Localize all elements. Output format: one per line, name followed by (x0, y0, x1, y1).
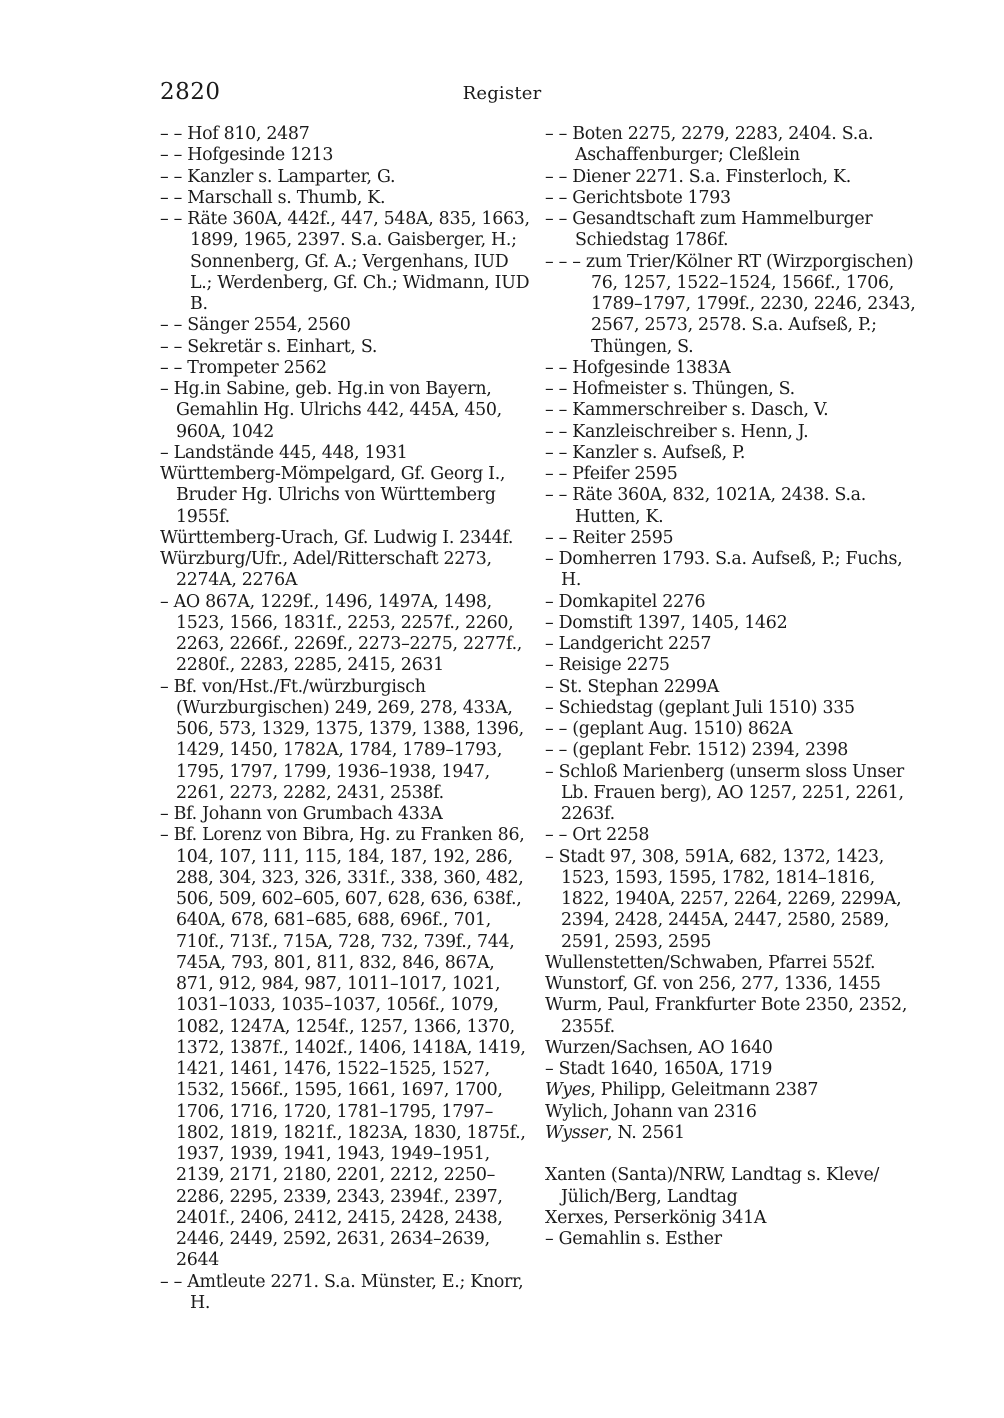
index-entry-text: Würzburg/Ufr., Adel/Ritterschaft 2273, 2274A, 2276A (160, 549, 492, 591)
index-entry (160, 167, 532, 188)
index-entry (545, 124, 925, 167)
index-column-left (160, 124, 532, 1314)
index-entry-text: – – Kanzler s. Aufseß, P. (545, 442, 746, 463)
index-entry-text: Wurm, Paul, Frankfurter Bote 2350, 2352, 2355f. (545, 995, 908, 1037)
index-entry (545, 762, 925, 826)
index-entry-text: – – Kammerschreiber s. Dasch, V. (545, 400, 829, 421)
index-entry-text: Wunstorf, Gf. von 256, 277, 1336, 1455 (545, 974, 881, 994)
index-entry (160, 315, 532, 336)
index-entry (545, 1123, 925, 1144)
index-entry (545, 677, 925, 698)
index-entry-text: – Domstift 1397, 1405, 1462 (545, 612, 788, 633)
index-entry (545, 485, 925, 528)
index-entry (160, 443, 532, 464)
index-entry-text: – Schiedstag (geplant Juli 1510) 335 (545, 697, 855, 718)
index-entry-text: – Bf. Lorenz von Bibra, Hg. zu Franken 86, 104, 107, 111, 115, 184, 187, 192, 286, 288, 304, 323, 326, 331f., 338, 360, 482, 506, 509, 602–605, 607, 628, 636, 638f., 640A, 678, 681–685, 688, 696f., 701, 710f., 713f., 715A, 728, 732, 739f., 744, 745A, 793, 801, 811, 832, 846, 867A, 871, 912, 984, 987, 1011–1017, 1021, 1031–1033, 1035–1037, 1056f., 1079, 1082, 1247A, 1254f., 1257, 1366, 1370, 1372, 1387f., 1402f., 1406, 1418A, 1419, 1421, 1461, 1476, 1522–1525, 1527, 1532, 1566f., 1595, 1661, 1697, 1700, 1706, 1716, 1720, 1781–1795, 1797–1802, 1819, 1821f., 1823A, 1830, 1875f., 1937, 1939, 1941, 1943, 1949–1951, 2139, 2171, 2180, 2201, 2212, 2250–2286, 2295, 2339, 2343, 2394f., 2397, 2401f., 2406, 2412, 2415, 2428, 2438, 2446, 2449, 2592, 2631, 2634–2639, 2644 (160, 825, 526, 1271)
index-entry-text: – – Kanzleischreiber s. Henn, J. (545, 421, 809, 442)
index-entry (160, 825, 532, 1271)
index-entry (545, 613, 925, 634)
index-entry-text: – Bf. von/Hst./Ft./würzburgisch (Wurzburgischen) 249, 269, 278, 433A, 506, 573, 1329, 1375, 1379, 1388, 1396, 1429, 1450, 1782A, 1784, 1789–1793, 1795, 1797, 1799, 1936–1938, 1947, 2261, 2273, 2282, 2431, 2538f. (160, 676, 524, 803)
index-entry (545, 1165, 925, 1208)
index-entry-text: – – Räte 360A, 832, 1021A, 2438. S.a. Hutten, K. (545, 485, 866, 527)
index-entry (545, 188, 925, 209)
index-entry (545, 464, 925, 485)
index-entry-text: – AO 867A, 1229f., 1496, 1497A, 1498, 1523, 1566, 1831f., 2253, 2257f., 2260, 2263, 2266f., 2269f., 2273–2275, 2277f., 2280f., 2283, 2285, 2415, 2631 (160, 591, 523, 676)
index-entry-text: – Landgericht 2257 (545, 634, 712, 654)
index-entry (160, 379, 532, 443)
index-entry-text: – St. Stephan 2299A (545, 676, 719, 697)
index-entry (160, 1272, 532, 1315)
index-entry-text: – – Hofmeister s. Thüngen, S. (545, 379, 795, 399)
index-entry (160, 145, 532, 166)
index-entry-text: – – Gerichtsbote 1793 (545, 187, 731, 208)
index-entry (545, 655, 925, 676)
index-entry (545, 740, 925, 761)
index-entry (545, 698, 925, 719)
index-entry-text: – Reisige 2275 (545, 655, 670, 676)
index-entry (545, 592, 925, 613)
index-column-right (545, 124, 925, 1250)
index-entry (545, 379, 925, 400)
index-entry (545, 1059, 925, 1080)
index-entry (160, 804, 532, 825)
index-entry-italic-term: Wyes (545, 1080, 591, 1101)
index-entry (160, 549, 532, 592)
section-gap (545, 1144, 925, 1165)
index-entry (545, 1229, 925, 1250)
index-entry-text: – – Pfeifer 2595 (545, 464, 678, 484)
index-entry (545, 847, 925, 953)
index-entry-text: Xanten (Santa)/NRW, Landtag s. Kleve/ Jülich/Berg, Landtag (545, 1165, 880, 1207)
index-entry (545, 1208, 925, 1229)
index-entry (545, 443, 925, 464)
index-entry-text: – – Räte 360A, 442f., 447, 548A, 835, 1663, 1899, 1965, 2397. S.a. Gaisberger, H.; Sonnenberg, Gf. A.; Vergenhans, IUD L.; Werdenberg, Gf. Ch.; Widmann, IUD B. (160, 209, 530, 314)
index-entry (545, 1102, 925, 1123)
index-entry-text: – – – zum Trier/Kölner RT (Wirzporgischen) 76, 1257, 1522–1524, 1566f., 1706, 1789–1797, 1799f., 2230, 2246, 2343, 2567, 2573, 2578. S.a. Aufseß, P.; Thüngen, S. (545, 251, 916, 357)
index-entry-text: Württemberg-Mömpelgard, Gf. Georg I., Bruder Hg. Ulrichs von Württemberg 1955f. (160, 464, 506, 527)
index-entry-text: – – Sänger 2554, 2560 (160, 315, 351, 336)
index-entry-text: – – Hofgesinde 1213 (160, 145, 334, 166)
index-entry-text: – – Boten 2275, 2279, 2283, 2404. S.a. Aschaffenburger; Cleßlein (545, 124, 874, 166)
index-entry-text: – – Hof 810, 2487 (160, 124, 310, 144)
index-entry (545, 719, 925, 740)
index-entry (160, 592, 532, 677)
index-entry-text: – – Gesandtschaft zum Hammelburger Schiedstag 1786f. (545, 209, 873, 251)
index-entry (545, 825, 925, 846)
index-entry (545, 974, 925, 995)
index-entry-text: – – Reiter 2595 (545, 527, 674, 548)
index-entry (545, 209, 925, 252)
index-entry-text: – Domherren 1793. S.a. Aufseß, P.; Fuchs, H. (545, 549, 903, 591)
index-entry (160, 464, 532, 528)
index-entry (545, 400, 925, 421)
index-entry-text: – – Kanzler s. Lamparter, G. (160, 166, 396, 187)
index-entry-text: Wurzen/Sachsen, AO 1640 (545, 1037, 773, 1058)
index-entry-text: Württemberg-Urach, Gf. Ludwig I. 2344f. (160, 527, 514, 548)
index-entry (545, 1038, 925, 1059)
index-entry-text: – – Ort 2258 (545, 825, 650, 846)
index-entry (545, 1080, 925, 1101)
index-entry-text: – Schloß Marienberg (unserm sloss Unser Lb. Frauen berg), AO 1257, 2251, 2261, 2263f. (545, 761, 904, 824)
index-entry-text: – – (geplant Febr. 1512) 2394, 2398 (545, 740, 849, 761)
index-entry-text: – Domkapitel 2276 (545, 591, 706, 612)
index-entry (160, 528, 532, 549)
index-entry-text: Wullenstetten/Schwaben, Pfarrei 552f. (545, 952, 876, 973)
index-entry (545, 358, 925, 379)
index-entry-text: – – Diener 2271. S.a. Finsterloch, K. (545, 166, 851, 187)
index-entry (160, 188, 532, 209)
index-entry (160, 209, 532, 315)
index-entry-italic-term: Wysser (545, 1122, 607, 1143)
index-entry (545, 953, 925, 974)
index-entry (545, 167, 925, 188)
index-entry (160, 337, 532, 358)
index-entry (545, 995, 925, 1038)
index-entry (545, 634, 925, 655)
running-head: Register (462, 83, 542, 104)
index-entry-text: – – Marschall s. Thumb, K. (160, 187, 386, 208)
index-entry-text: Wylich, Johann van 2316 (545, 1101, 757, 1122)
index-entry (545, 528, 925, 549)
index-entry-text: – Hg.in Sabine, geb. Hg.in von Bayern, Gemahlin Hg. Ulrichs 442, 445A, 450, 960A, 1042 (160, 379, 502, 442)
index-entry (545, 549, 925, 592)
index-entry (160, 358, 532, 379)
index-entry (545, 252, 925, 358)
index-entry-text: – Landstände 445, 448, 1931 (160, 442, 408, 463)
index-entry-text: – – Sekretär s. Einhart, S. (160, 336, 378, 357)
index-entry-text: – Gemahlin s. Esther (545, 1229, 722, 1249)
index-entry-text: – – Amtleute 2271. S.a. Münster, E.; Knorr, H. (160, 1271, 524, 1313)
index-entry-text: , N. 2561 (606, 1122, 685, 1143)
index-entry-text: – – Trompeter 2562 (160, 357, 327, 378)
index-entry-text: , Philipp, Geleitmann 2387 (590, 1080, 819, 1101)
index-entry-text: – Stadt 1640, 1650A, 1719 (545, 1059, 773, 1079)
index-entry-text: – Bf. Johann von Grumbach 433A (160, 804, 443, 824)
index-entry (160, 124, 532, 145)
index-entry (545, 422, 925, 443)
index-entry (160, 677, 532, 805)
index-entry-text: – Stadt 97, 308, 591A, 682, 1372, 1423, 1523, 1593, 1595, 1782, 1814–1816, 1822, 1940A, 2257, 2264, 2269, 2299A, 2394, 2428, 2445A, 2447, 2580, 2589, 2591, 2593, 2595 (545, 846, 902, 952)
index-entry-text: Xerxes, Perserkönig 341A (545, 1207, 767, 1228)
index-entry-text: – – (geplant Aug. 1510) 862A (545, 719, 793, 739)
index-entry-text: – – Hofgesinde 1383A (545, 357, 731, 378)
page-number: 2820 (160, 79, 221, 105)
